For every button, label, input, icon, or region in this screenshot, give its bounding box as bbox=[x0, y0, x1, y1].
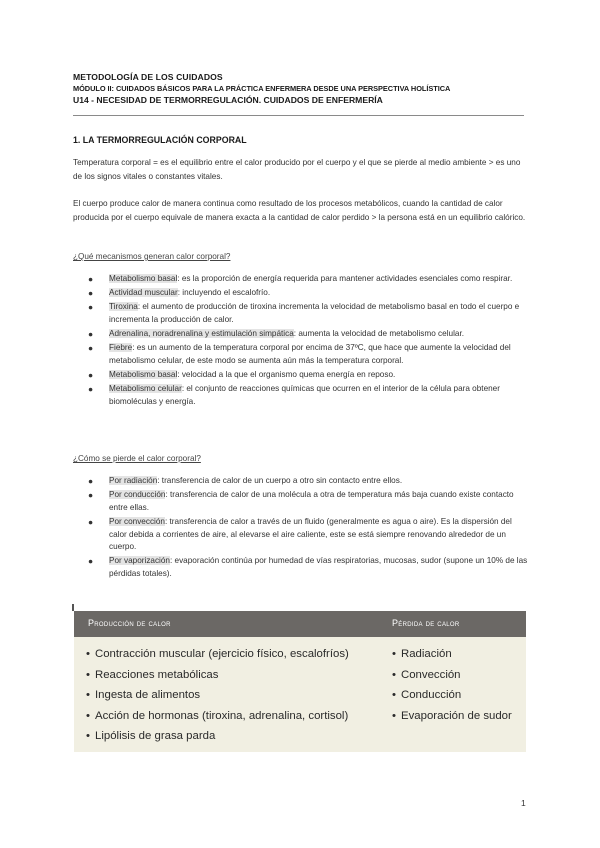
production-item-text: Acción de hormonas (tiroxina, adrenalina, cortisol) bbox=[95, 709, 349, 722]
heat-loss-term: Por convección bbox=[109, 516, 165, 526]
bullet-icon: ● bbox=[88, 329, 94, 340]
loss-item bbox=[392, 644, 522, 665]
production-item bbox=[86, 706, 386, 727]
heat-generation-description: : el conjunto de reacciones químicas que ocurren en el interior de la célula para obtener biomoléculas y energía. bbox=[109, 384, 500, 406]
header-course-title: METODOLOGÍA DE LOS CUIDADOS bbox=[73, 72, 223, 82]
bullet-icon: • bbox=[86, 648, 90, 660]
table-header-loss: Pérdida de calor bbox=[392, 618, 460, 628]
bullet-icon: • bbox=[86, 689, 90, 701]
figure-mark bbox=[72, 604, 74, 611]
list-item bbox=[87, 369, 530, 382]
production-item-text: Lipólisis de grasa parda bbox=[95, 730, 216, 742]
bullet-icon: ● bbox=[88, 274, 94, 284]
heat-loss-term: Por conducción bbox=[109, 490, 166, 500]
heat-generation-term: Actividad muscular bbox=[109, 288, 178, 298]
heat-generation-list bbox=[87, 273, 530, 410]
list-item bbox=[87, 342, 530, 367]
bullet-icon: • bbox=[86, 668, 90, 681]
heat-loss-term: Por radiación bbox=[109, 476, 158, 485]
question-heat-loss: ¿Cómo se pierde el calor corporal? bbox=[73, 454, 201, 463]
list-item bbox=[87, 383, 530, 408]
heat-generation-term: Adrenalina, noradrenalina y estimulación simpática bbox=[109, 329, 294, 339]
heat-balance-table bbox=[74, 611, 526, 752]
list-item bbox=[87, 475, 530, 488]
heat-loss-description: : transferencia de calor de una molécula a otra de temperatura más baja cuando existe contacto entre ellas. bbox=[109, 490, 514, 512]
production-item bbox=[86, 726, 386, 747]
loss-item bbox=[392, 685, 522, 706]
header-unit-title: U14 - NECESIDAD DE TERMORREGULACIÓN. CUIDADOS DE ENFERMERÍA bbox=[73, 95, 383, 105]
list-item bbox=[87, 287, 530, 300]
bullet-icon: ● bbox=[88, 370, 94, 381]
list-item bbox=[87, 301, 530, 326]
paragraph-body-temperature: Temperatura corporal = es el equilibrio entre el calor producido por el cuerpo y el que se pierde al medio ambiente > es uno de los signos vitales o constantes vitales. bbox=[73, 158, 521, 182]
document-header bbox=[73, 72, 533, 107]
production-column bbox=[86, 644, 386, 747]
loss-item bbox=[392, 665, 522, 686]
production-item bbox=[86, 644, 386, 665]
bullet-icon: • bbox=[392, 689, 396, 701]
bullet-icon: ● bbox=[88, 476, 94, 486]
list-item bbox=[87, 489, 530, 514]
heat-loss-description: : transferencia de calor de un cuerpo a otro sin contacto entre ellos. bbox=[157, 476, 403, 485]
bullet-icon: ● bbox=[88, 343, 94, 354]
bullet-icon: • bbox=[392, 648, 396, 660]
heat-generation-term: Tiroxina bbox=[109, 302, 138, 312]
paragraph-heat-production: El cuerpo produce calor de manera continua como resultado de los procesos metabólicos, cuando la cantidad de calor producida por el cuerpo equivale de manera exacta a la cantidad de calor perdido > la persona está en un equilibrio calórico. bbox=[73, 199, 526, 223]
heat-generation-term: Metabolismo basal bbox=[109, 370, 178, 380]
bullet-icon: • bbox=[392, 668, 396, 681]
bullet-icon: • bbox=[392, 709, 396, 722]
heat-generation-description: : es un aumento de la temperatura corporal por encima de 37ºC, que hace que aumente la velocidad del metabolismo celular, de este modo se aumenta aún más la temperatura corporal. bbox=[109, 343, 511, 365]
loss-column bbox=[392, 644, 522, 726]
heat-loss-description: : transferencia de calor a través de un fluido (generalmente es agua o aire). Es la dispersión del calor debida a corrientes de aire, al elevarse el aire caliente, este se está siempre renovando alrededor de un cuerpo. bbox=[109, 516, 512, 552]
list-item bbox=[87, 273, 530, 286]
production-item bbox=[86, 665, 386, 686]
loss-item-text: Convección bbox=[401, 668, 461, 681]
bullet-icon: ● bbox=[88, 288, 94, 299]
list-item bbox=[87, 328, 530, 341]
heat-generation-description: : incluyendo el escalofrío. bbox=[177, 288, 271, 298]
table-header-bar bbox=[74, 611, 526, 637]
section-title: 1. LA TERMORREGULACIÓN CORPORAL bbox=[73, 135, 247, 145]
heat-loss-description: : evaporación continúa por humedad de vías respiratorias, mucosas, sudor (supone un 10% de las pérdidas totales). bbox=[109, 556, 528, 578]
heat-generation-term: Metabolismo basal bbox=[109, 274, 178, 283]
production-item-text: Reacciones metabólicas bbox=[95, 668, 219, 681]
header-module-title: MÓDULO II: CUIDADOS BÁSICOS PARA LA PRÁCTICA ENFERMERA DESDE UNA PERSPECTIVA HOLÍSTICA bbox=[73, 84, 451, 93]
bullet-icon: ● bbox=[88, 556, 94, 567]
bullet-icon: ● bbox=[88, 516, 94, 527]
header-divider bbox=[73, 115, 524, 116]
heat-loss-term: Por vaporización bbox=[109, 556, 170, 566]
list-item bbox=[87, 555, 530, 580]
heat-generation-description: : el aumento de producción de tiroxina incrementa la velocidad de metabolismo basal en todo el cuerpo e incrementa la producción de calor. bbox=[109, 302, 520, 324]
heat-generation-description: : velocidad a la que el organismo quema energía en reposo. bbox=[177, 370, 396, 380]
question-heat-generation: ¿Qué mecanismos generan calor corporal? bbox=[73, 252, 231, 261]
loss-item-text: Evaporación de sudor bbox=[401, 709, 512, 722]
heat-generation-term: Metabolismo celular bbox=[109, 384, 182, 394]
page-number: 1 bbox=[521, 798, 526, 808]
loss-item-text: Conducción bbox=[401, 689, 462, 701]
list-item bbox=[87, 516, 530, 554]
heat-generation-description: : es la proporción de energía requerida para mantener actividades esenciales como respirar. bbox=[177, 274, 513, 283]
heat-loss-list bbox=[87, 475, 530, 582]
production-item bbox=[86, 685, 386, 706]
loss-item bbox=[392, 706, 522, 727]
production-item-text: Ingesta de alimentos bbox=[95, 689, 201, 701]
loss-item-text: Radiación bbox=[401, 648, 452, 660]
heat-generation-description: : aumenta la velocidad de metabolismo celular. bbox=[293, 329, 464, 339]
bullet-icon: ● bbox=[88, 490, 94, 501]
bullet-icon: • bbox=[86, 709, 90, 722]
bullet-icon: • bbox=[86, 730, 90, 742]
bullet-icon: ● bbox=[88, 302, 94, 313]
table-header-production: Producción de calor bbox=[88, 618, 171, 628]
bullet-icon: ● bbox=[88, 384, 94, 395]
heat-generation-term: Fiebre bbox=[109, 343, 133, 353]
production-item-text: Contracción muscular (ejercicio físico, escalofríos) bbox=[95, 648, 349, 660]
